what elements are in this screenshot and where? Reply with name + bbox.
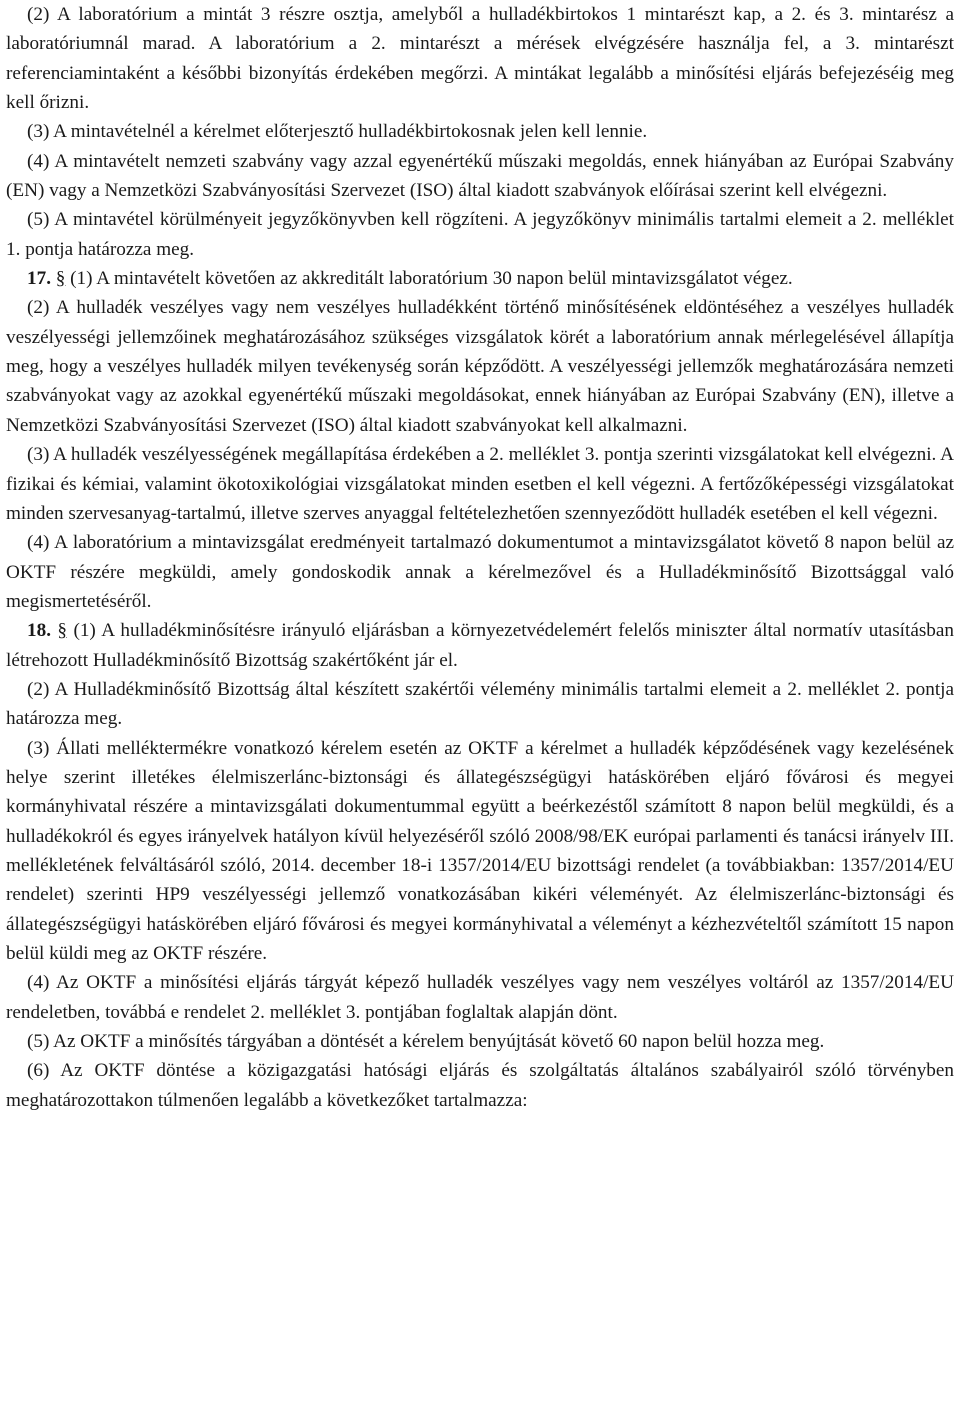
paragraph-16-2 — [6, 0, 954, 117]
paragraph-text: (2) A hulladék veszélyes vagy nem veszélyes hulladékként történő minősítésének eldöntéséhez a veszélyes hulladék veszélyességi jellemzőinek meghatározásához szükséges vizsgálatok körét a laboratórium annak mérlegelésével állapítja meg, hogy a veszélyes hulladék milyen tevékenység során képződött. A veszélyességi jellemzők meghatározására nemzeti szabványokat vagy az azokkal egyenértékű műszaki megoldásokat, ennek hiányában az Európai Szabvány (EN), illetve a Nemzetközi Szabványosítási Szervezet (ISO) által kiadott szabványokat kell alkalmazni. — [6, 297, 954, 436]
section-17-paragraph-1 — [6, 264, 954, 293]
paragraph-16-5 — [6, 205, 954, 264]
paragraph-16-4 — [6, 147, 954, 206]
paragraph-text: (1) A hulladékminősítésre irányuló eljárásban a környezetvédelemért felelős miniszter által normatív utasításban létrehozott Hulladékminősítő Bizottság szakértőként jár el. — [6, 620, 955, 671]
paragraph-text: (5) Az OKTF a minősítés tárgyában a döntését a kérelem benyújtását követő 60 napon belül hozza meg. — [27, 1031, 825, 1053]
paragraph-text: (4) Az OKTF a minősítési eljárás tárgyát képező hulladék veszélyes vagy nem veszélyes voltáról az 1357/2014/EU rendeletben, továbbá e rendelet 2. melléklet 3. pontjában foglaltak alapján dönt. — [6, 972, 954, 1023]
paragraph-text: (1) A mintavételt követően az akkreditált laboratórium 30 napon belül mintavizsgálatot végez. — [70, 268, 793, 290]
section-number: 18. — [27, 620, 51, 642]
paragraph-18-2 — [6, 675, 954, 734]
section-18-paragraph-1 — [6, 616, 954, 675]
paragraph-17-2 — [6, 293, 954, 440]
paragraph-17-4 — [6, 528, 954, 616]
paragraph-16-3 — [6, 117, 954, 146]
paragraph-text: (6) Az OKTF döntése a közigazgatási hatósági eljárás és szolgáltatás általános szabályairól szóló törvényben meghatározottakon túlmenően legalább a következőket tartalmazza: — [6, 1060, 954, 1111]
paragraph-text: (3) A mintavételnél a kérelmet előterjesztő hulladékbirtokosnak jelen kell lennie. — [27, 121, 648, 143]
paragraph-18-5 — [6, 1027, 954, 1056]
section-symbol: § — [55, 268, 66, 290]
paragraph-text: (2) A laboratórium a mintát 3 részre osztja, amelyből a hulladékbirtokos 1 mintarészt kap, a 2. és 3. mintarész a laboratóriumnál marad. A laboratórium a 2. mintarészt a mérések elvégzésére használja fel, a 3. mintarészt referenciamintaként a későbbi bizonyítás érdekében megőrzi. A mintákat legalább a minősítési eljárás befejezéséig meg kell őrizni. — [6, 4, 954, 114]
paragraph-text: (3) A hulladék veszélyességének megállapítása érdekében a 2. melléklet 3. pontja szerinti vizsgálatokat kell elvégezni. A fizikai és kémiai, valamint ökotoxikológiai vizsgálatokat minden esetben el kell végezni. A fertőzőképességi vizsgálatokat minden szervesanyag-tartalmú, illetve szerves anyaggal feltételezhetően szennyeződött hulladék esetében el kell végezni. — [6, 444, 954, 524]
paragraph-17-3 — [6, 440, 954, 528]
paragraph-text: (4) A laboratórium a mintavizsgálat eredményeit tartalmazó dokumentumot a mintavizsgálatot követő 8 napon belül az OKTF részére megküldi, amely gondoskodik annak a kérelmezővel és a Hulladékminősítő Bizottsággal való megismertetéséről. — [6, 532, 954, 612]
paragraph-text: (5) A mintavétel körülményeit jegyzőkönyvben kell rögzíteni. A jegyzőkönyv minimális tartalmi elemeit a 2. melléklet 1. pontja határozza meg. — [6, 209, 954, 260]
paragraph-text: (2) A Hulladékminősítő Bizottság által készített szakértői vélemény minimális tartalmi elemeit a 2. melléklet 2. pontja határozza meg. — [6, 678, 954, 730]
section-symbol: § — [57, 620, 68, 642]
paragraph-18-6 — [6, 1056, 954, 1115]
paragraph-text: (4) A mintavételt nemzeti szabvány vagy azzal egyenértékű műszaki megoldás, ennek hiányában az Európai Szabvány (EN) vagy a Nemzetközi Szabványosítási Szervezet (ISO) által kiadott szabványok előírásai szerint kell elvégezni. — [6, 150, 954, 202]
section-number: 17. — [27, 268, 51, 290]
paragraph-18-4 — [6, 968, 954, 1027]
paragraph-18-3 — [6, 734, 954, 969]
paragraph-text: (3) Állati melléktermékre vonatkozó kérelem esetén az OKTF a kérelmet a hulladék képződésének vagy kezelésének helye szerint illetékes élelmiszerlánc-biztonsági és állategészségügyi hatáskörében eljáró fővárosi és megyei kormányhivatal részére a mintavizsgálati dokumentummal együtt a beérkezéstől számított 8 napon belül megküldi, és a hulladékokról és egyes irányelvek hatályon kívül helyezéséről szóló 2008/98/EK európai parlamenti és tanácsi irányelv III. mellékletének felváltásáról szóló, 2014. december 18-i 1357/2014/EU bizottsági rendelet (a továbbiakban: 1357/2014/EU rendelet) szerinti HP9 veszélyességi jellemző vonatkozásában kikéri véleményét. Az élelmiszerlánc-biztonsági és állategészségügyi hatáskörében eljáró fővárosi és megyei kormányhivatal a véleményt a kézhezvételtől számított 15 napon belül küldi meg az OKTF részére. — [6, 737, 954, 964]
